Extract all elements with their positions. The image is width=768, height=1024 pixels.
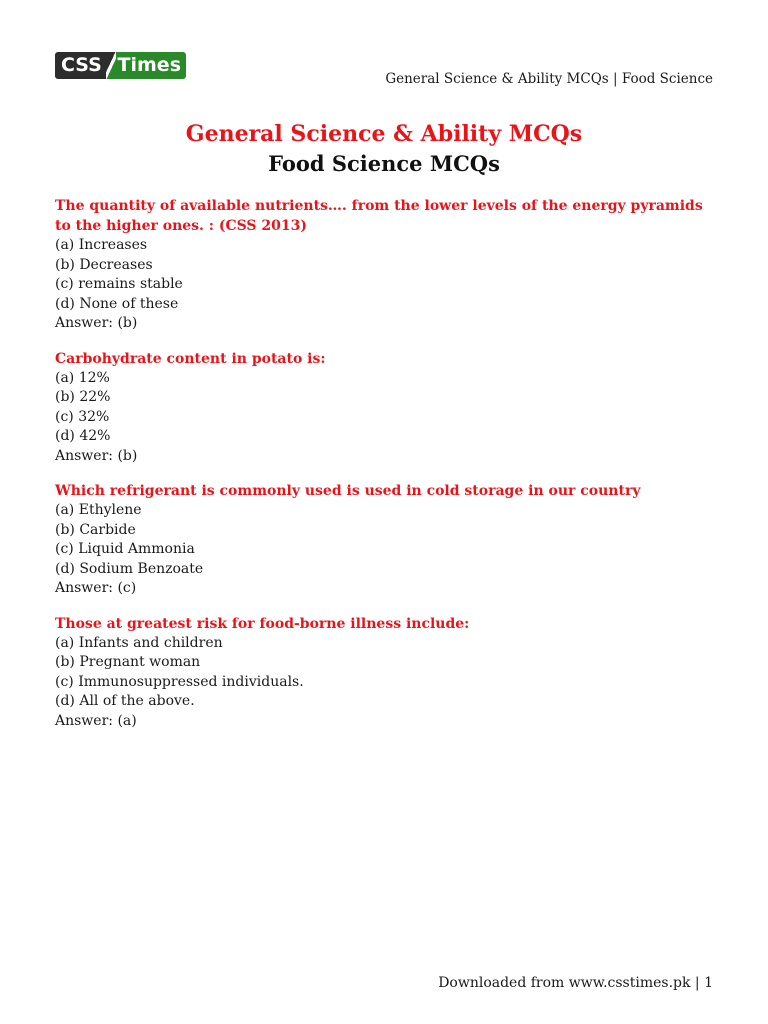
question-block (55, 349, 720, 467)
option-d: (d) 42% (55, 428, 111, 444)
question-text: The quantity of available nutrients…. from the lower levels of the energy pyramids to the higher ones. : (CSS 2013) (55, 198, 703, 234)
option-d: (d) None of these (55, 295, 179, 312)
option-a: (a) Increases (55, 237, 148, 253)
question-list (55, 196, 720, 746)
option-d: (d) Sodium Benzoate (55, 560, 204, 577)
question-text: Carbohydrate content in potato is: (55, 350, 326, 367)
question-text: Those at greatest risk for food-borne illness include: (55, 615, 470, 632)
question-block (55, 481, 720, 599)
option-a: (a) Ethylene (55, 502, 142, 518)
csstimes-logo (55, 52, 186, 79)
question-text: Which refrigerant is commonly used is used in cold storage in our country (55, 483, 641, 499)
logo-css-text: CSS (55, 52, 106, 79)
option-c: (c) 32% (55, 408, 110, 425)
answer-text: Answer: (c) (55, 580, 137, 596)
option-a: (a) Infants and children (55, 634, 223, 651)
footer-download-note: Downloaded from www.csstimes.pk | 1 (438, 975, 713, 991)
option-a: (a) 12% (55, 369, 110, 386)
option-d: (d) All of the above. (55, 693, 195, 709)
question-block (55, 196, 720, 334)
answer-text: Answer: (b) (55, 447, 138, 464)
option-c: (c) Liquid Ammonia (55, 541, 195, 557)
option-b: (b) Decreases (55, 256, 153, 273)
option-b: (b) 22% (55, 389, 111, 405)
answer-text: Answer: (b) (55, 315, 138, 331)
document-subtitle: Food Science MCQs (268, 151, 500, 176)
question-block (55, 614, 720, 732)
answer-text: Answer: (a) (55, 712, 137, 729)
document-title: General Science & Ability MCQs (185, 121, 583, 147)
option-c: (c) remains stable (55, 276, 183, 292)
running-header-title: General Science & Ability MCQs | Food Science (385, 71, 713, 87)
option-b: (b) Carbide (55, 521, 136, 538)
option-b: (b) Pregnant woman (55, 654, 201, 670)
logo-slash (106, 52, 115, 79)
logo-times-text: Times (116, 52, 186, 79)
option-c: (c) Immunosuppressed individuals. (55, 673, 304, 690)
